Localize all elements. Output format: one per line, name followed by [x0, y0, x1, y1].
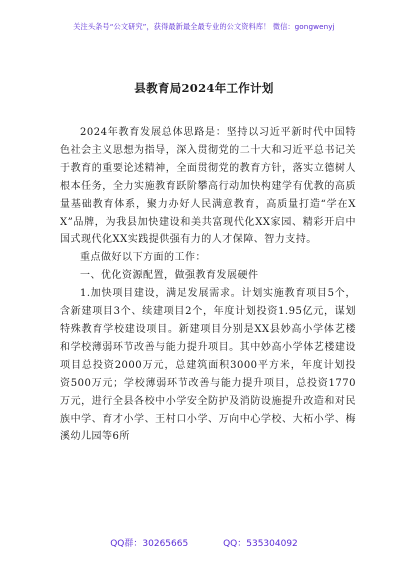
focus-intro-paragraph: 重点做好以下方面的工作： [80, 252, 206, 264]
item-paragraph-1: 1.加快项目建设，满足发展需求。计划实施教育项目5个，含新建项目3个、续建项目2个，年度计划投资1.95亿元，谋划特殊教育学校建设项目。新建项目分别是XX县妙高小学体艺楼和学校薄弱环节改善与能力提升项目。其中妙高小学体艺楼建设项目总投资2000万元，总建筑面积3000平方米，年度计划投资500万元；学校薄弱环节改善与能力提升项目，总投资1770万元，进行全县各校中小学安全防护及消防设施提升改造和对民族中学、育才小学、王村口小学、万向中心学校、大柘小学、梅溪幼儿园等6所 [60, 288, 356, 443]
footer-qq: QQ：535304092 [223, 539, 298, 549]
intro-paragraph: 2024年教育发展总体思路是：坚持以习近平新时代中国特色社会主义思想为指导，深入贯彻党的二十大和习近平总书记关于教育的重要论述精神，全面贯彻党的教育方针，落实立德树人根本任务，全力实施教育跃阶攀高行动加快构建学有优教的高质量基础教育体系，聚力办好人民满意教育，高质量打造“学在XX”品牌，为我县加快建设和美共富现代化XX家园、精彩开启中国式现代化XX实践提供强有力的人才保障、智力支持。 [60, 127, 356, 246]
footer-contact [0, 536, 408, 549]
section-heading-1: 一、优化资源配置，做强教育发展硬件 [80, 270, 259, 282]
header-banner: 关注头条号“公文研究”，获得最新最全最专业的公文资料库！ 微信：gongwenyj [73, 22, 335, 31]
footer-qq-group: QQ群：30265665 [110, 539, 189, 549]
document-body [60, 124, 356, 446]
document-title: 县教育局2024年工作计划 [134, 81, 274, 95]
